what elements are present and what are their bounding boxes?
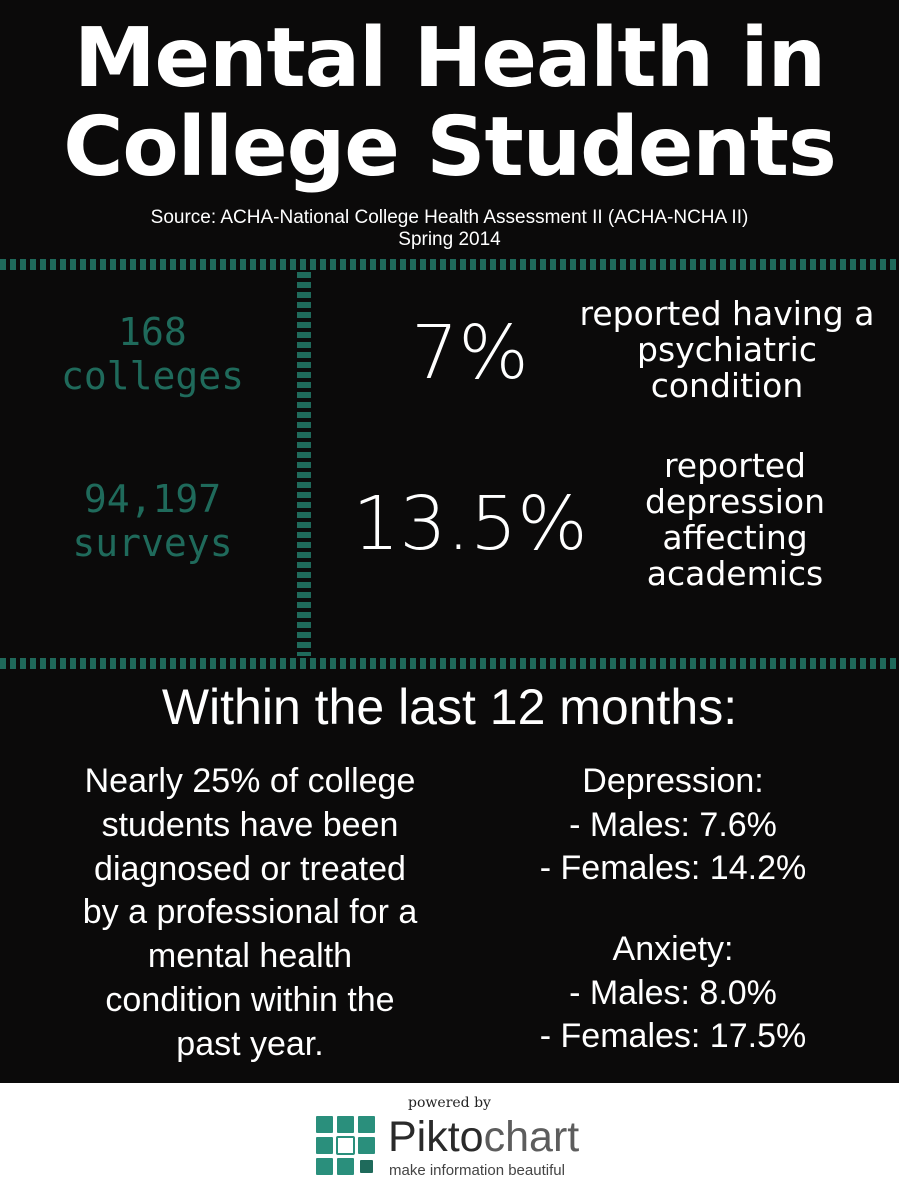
depression-label — [615, 448, 855, 592]
section-heading: Within the last 12 months: — [161, 679, 738, 735]
title-line-2: College Students — [63, 100, 836, 195]
colleges-label: colleges — [60, 354, 245, 398]
wordmark-pikto: Pikto — [388, 1113, 484, 1161]
colleges-stat — [20, 310, 285, 398]
depression-males: - Males: 7.6% — [569, 805, 777, 844]
depression-label-line: depression — [644, 482, 825, 521]
psychiatric-label-line: reported having a — [579, 294, 875, 333]
surveys-stat — [20, 477, 285, 565]
piktochart-logo-icon — [316, 1116, 378, 1180]
surveys-label: surveys — [72, 521, 233, 565]
title-line-1: Mental Health in — [73, 11, 826, 106]
dashed-divider-vertical — [297, 272, 311, 656]
colleges-count: 168 — [118, 310, 187, 354]
depression-percentage: 13.5% — [352, 481, 588, 567]
paragraph-line: mental health — [147, 937, 353, 976]
piktochart-footer[interactable] — [0, 1083, 899, 1193]
piktochart-tagline: make information beautiful — [389, 1162, 565, 1179]
depression-label-line: affecting — [662, 518, 808, 557]
piktochart-wordmark — [388, 1113, 579, 1161]
anxiety-breakdown — [478, 928, 868, 1059]
source-date: Spring 2014 — [398, 229, 501, 250]
psychiatric-label-line: psychiatric — [637, 330, 817, 369]
paragraph-line: diagnosed or treated — [94, 849, 406, 888]
anxiety-heading: Anxiety: — [612, 930, 734, 968]
depression-breakdown — [478, 760, 868, 891]
depression-heading: Depression: — [582, 762, 764, 800]
paragraph-line: by a professional for a — [82, 893, 418, 932]
paragraph-line: past year. — [176, 1024, 324, 1063]
psychiatric-label — [560, 296, 894, 404]
psychiatric-label-line: condition — [650, 366, 804, 405]
powered-by-label: powered by — [408, 1095, 491, 1111]
dashed-divider-middle — [0, 658, 899, 669]
wordmark-chart: chart — [483, 1113, 580, 1161]
paragraph-line: students have been — [101, 805, 399, 844]
depression-females: - Females: 14.2% — [539, 849, 807, 887]
depression-label-line: reported — [663, 446, 807, 485]
anxiety-males: - Males: 8.0% — [569, 973, 777, 1012]
psychiatric-percentage: 7% — [411, 310, 529, 396]
paragraph-line: Nearly 25% of college — [84, 762, 416, 800]
surveys-count: 94,197 — [83, 477, 222, 521]
source-citation: Source: ACHA-National College Health Assessment II (ACHA-NCHA II) — [150, 207, 749, 228]
anxiety-females: - Females: 17.5% — [539, 1017, 807, 1055]
paragraph-line: condition within the — [105, 980, 395, 1019]
summary-paragraph — [40, 760, 460, 1067]
dashed-divider-top — [0, 259, 899, 270]
depression-label-line: academics — [646, 554, 824, 593]
